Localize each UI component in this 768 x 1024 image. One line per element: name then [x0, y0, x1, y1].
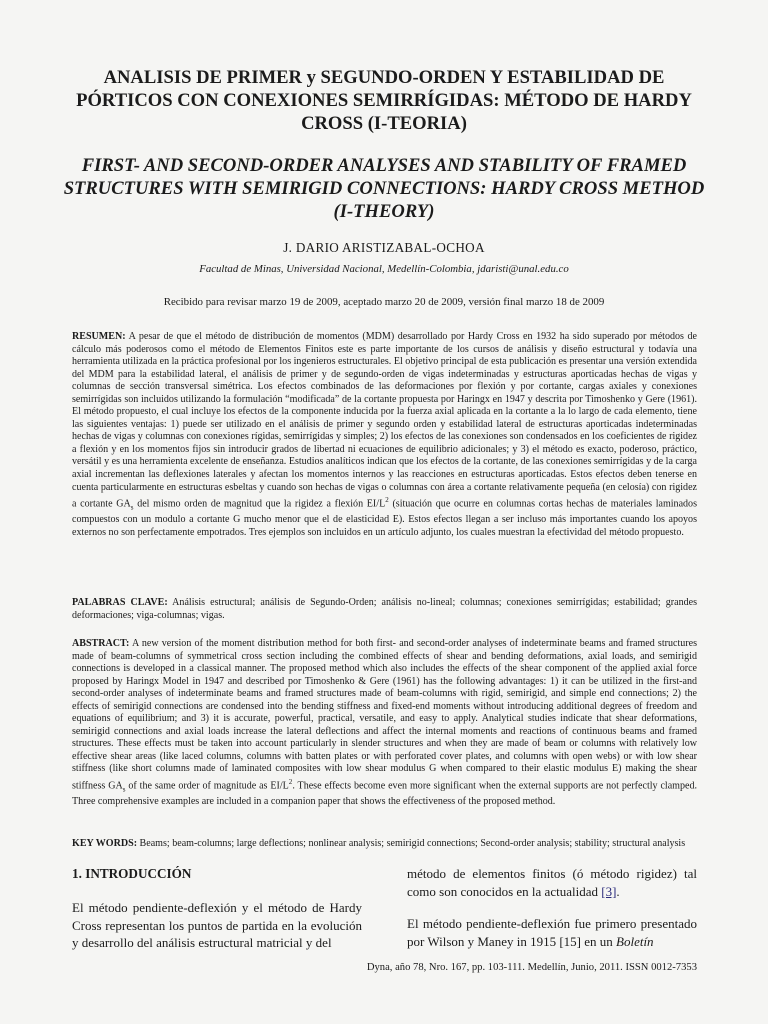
abstract-subscript: s [122, 785, 126, 794]
title-english: FIRST- AND SECOND-ORDER ANALYSES AND STABILITY OF FRAMED STRUCTURES WITH SEMIRIGID CONNECTIONS: HARDY CROSS METHOD (I-THEORY) [63, 155, 705, 222]
intro-right-paragraph-1 [407, 865, 697, 900]
key-words-paragraph [72, 838, 697, 851]
intro-left-column-text: El método pendiente-deflexión y el método de Hardy Cross representan los puntos de partida en la evolución y desarrollo del análisis estructural matricial y del [72, 900, 362, 951]
resumen-label: RESUMEN: [72, 331, 126, 342]
abstract-text-2: of the same order of magnitude as EI/L [125, 780, 289, 792]
resumen-text-2: del mismo orden de magnitud que la rigidez a flexión EI/L [133, 498, 386, 510]
key-words-text: Beams; beam-columns; large deflections; nonlinear analysis; semirigid connections; Second-order analysis; stability; structural analysis [137, 838, 686, 849]
resumen-text-1: A pesar de que el método de distribución de momentos (MDM) desarrollado por Hardy Cross en 1932 ha sido superado por métodos de cálculo más poderosos como el método de Elementos Finitos este es parte importante de los cursos de análisis y diseño estructural y todavía una herramienta utilizada en la práctica profesional por los ingenieros estructurales. El objetivo principal de esta publicación es presentar una versión extendida del MDM para la estabilidad lateral, el análisis de primer y de segundo-orden de vigas indeterminadas y estructuras aporticadas hechas de vigas y columnas de sección transversal simétrica. Los efectos combinados de las deformaciones por flexión y por cortante, cargas axiales y conexiones semirrígidas son incluidos utilizando la formulación “modificada” de la cortante propuesta por Haringx en 1947 y descrita por Timoshenko y Gere (1961). El método propuesto, el cual incluye los efectos de la componente inducida por la fuerza axial aplicada en la cortante a la lo largo de cada elemento, tiene las siguientes ventajas: 1) puede ser utilizado en el análisis de primer y segundo orden y estabilidad lateral de estructuras aporticadas indeterminadas hechas de vigas y columnas con conexiones rígidas, semirrígidas y simples; 2) los efectos de las conexiones son condensados en los coeficientes de rigidez a flexión y en los momentos fijos sin introducir grados de libertad ni ecuaciones de equilibrio adicionales; y 3) el método es exacto, poderoso, práctico, versátil y es una herramienta excelente de enseñanza. Estudios analíticos indican que los efectos de la cortante, de las conexiones semirrígidas y de la carga axial incrementan las deflexiones laterales y afectan los momentos internos y las reacciones en estructuras aporticadas. Estos efectos deben tenerse en cuenta particularmente en estructuras esbeltas y cuando son hechas de vigas o columnas con área a cortante relativamente pequeña (en celosía) con rigidez a cortante GA [72, 331, 697, 510]
intro-right-p2-text: El método pendiente-deflexión fue primero presentado por Wilson y Maney in 1915 [15] en un [407, 916, 697, 949]
section-heading: 1. INTRODUCCIÓN [72, 866, 192, 881]
submission-dates: Recibido para revisar marzo 19 de 2009, aceptado marzo 20 de 2009, versión final marzo 18 de 2009 [163, 296, 605, 308]
abstract-paragraph [72, 638, 697, 808]
intro-right-p1-end: . [616, 883, 620, 899]
key-words-label: KEY WORDS: [72, 838, 138, 849]
palabras-clave-label: PALABRAS CLAVE: [72, 597, 168, 608]
resumen-superscript: 2 [385, 496, 389, 505]
intro-right-p2-italic: Boletín [616, 933, 654, 949]
author-affiliation: Facultad de Minas, Universidad Nacional, Medellín-Colombia, jdaristi@unal.edu.co [199, 263, 569, 275]
abstract-text-1: A new version of the moment distribution method for both first- and second-order analyses of indeterminate beams and framed structures made of beam-columns of symmetrical cross section including the combined effects of shear and bending deformations, axial loads, and semirigid connections is developed in a classical manner. The proposed method which also includes the effects of the shear component of the applied axial force proposed by Haringx Model in 1947 and described por Timoshenko & Gere (1961) has the following advantages: 1) it can be utilized in the first-and second-order analyses of indeterminate beams and framed structures made of beam-columns with rigid, semirigid, and simple end connections; 2) the effects of semirigid connections are condensed into the bending stiffness and fixed-end moments without introducing additional degrees of freedom and equations of equilibrium; and 3) it is accurate, powerful, practical, versatile, and easy to apply. Analytical studies indicate that shear deformations, semirigid connections and axial loads increase the lateral deflections and affect the internal moments and reactions of continuous beams and framed structures. These effects must be taken into account particularly in slender structures and when they are made of beam or columns with relatively low effective shear areas (like laced columns, columns with batten plates or with perforated cover plates, and columns with open webs) or with low shear stiffness (like short columns made of laminated composites with low shear modulus G when compared to their elastic modulus E) making the shear stiffness GA [72, 638, 697, 792]
abstract-label: ABSTRACT: [72, 638, 130, 649]
resumen-subscript: s [130, 503, 134, 512]
intro-right-paragraph-2 [407, 915, 697, 950]
abstract-superscript: 2 [288, 778, 293, 787]
palabras-clave-paragraph [72, 597, 697, 622]
author-name: J. DARIO ARISTIZABAL-OCHOA [283, 240, 485, 255]
resumen-text-3: (situación que ocurre en columnas cortas hechas de materiales laminados compuestos con un modulo a cortante G mucho menor que el de elasticidad E). Estos efectos llegan a ser incluso más importantes cuando los apoyos externos no son perfectamente empotrados. Tres ejemplos son incluidos en un artículo adjunto, los cuales muestran la efectividad del método propuesto. [72, 498, 697, 538]
palabras-clave-text: Análisis estructural; análisis de Segundo-Orden; análisis no-lineal; columnas; conexiones semirrígidas; estabilidad; grandes deformaciones; viga-columnas; vigas. [72, 597, 697, 621]
intro-right-p1-text: método de elementos finitos (ó método rigidez) tal como son conocidos en la actualidad [407, 866, 697, 899]
citation-link-3[interactable]: [3] [601, 883, 617, 899]
journal-footer: Dyna, año 78, Nro. 167, pp. 103-111. Medellín, Junio, 2011. ISSN 0012-7353 [366, 962, 697, 973]
resumen-paragraph [72, 331, 697, 539]
abstract-text-3: . These effects become even more significant when the external supports are not perfectly clamped. Three comprehensive examples are included in a companion paper that shows the effectiveness of the proposed method. [72, 780, 697, 807]
title-spanish: ANALISIS DE PRIMER y SEGUNDO-ORDEN Y ESTABILIDAD DE PÓRTICOS CON CONEXIONES SEMIRRÍGIDAS: MÉTODO DE HARDY CROSS (I-TEORIA) [76, 67, 692, 134]
